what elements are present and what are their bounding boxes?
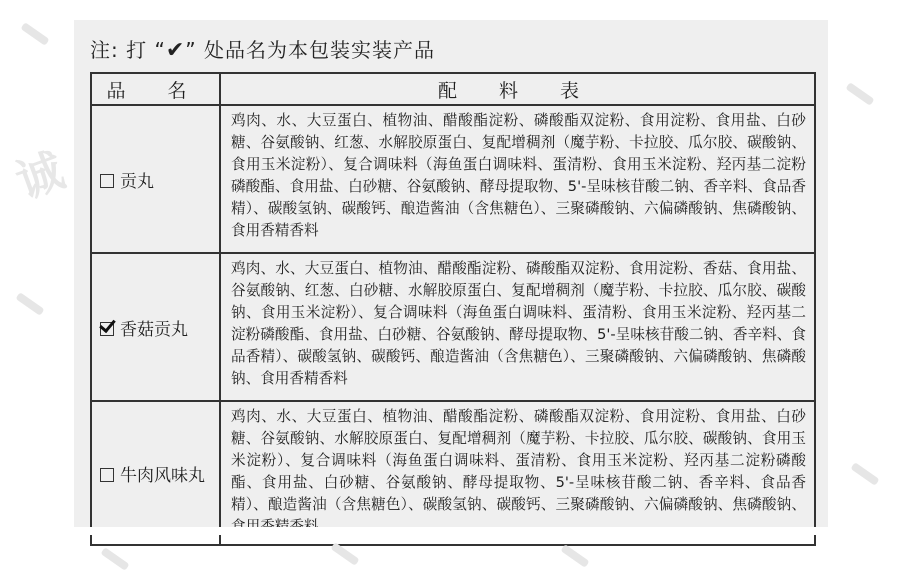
- product-name: 牛肉风味丸: [120, 465, 205, 486]
- table-row: [91, 253, 815, 401]
- product-name-cell: [91, 401, 220, 545]
- checkbox-icon: [100, 174, 114, 188]
- photo-bottom-edge: [74, 527, 828, 535]
- watermark-dash: [845, 82, 874, 106]
- ingredient-table: [90, 72, 816, 546]
- table-row: [91, 401, 815, 545]
- product-name-cell: [91, 105, 220, 253]
- product-note: [90, 34, 435, 63]
- watermark-dash: [850, 462, 879, 486]
- watermark-text: 诚: [9, 142, 71, 210]
- ingredient-label-photo: [9, 20, 828, 535]
- ingredients-cell: 鸡肉、水、大豆蛋白、植物油、醋酸酯淀粉、磷酸酯双淀粉、食用淀粉、食用盐、白砂糖、谷氨酸钠、红葱、水解胶原蛋白、复配增稠剂（魔芋粉、卡拉胶、瓜尔胶、碳酸钠、食用玉米淀粉）、复合调味料（海鱼蛋白调味料、蛋清粉、食用玉米淀粉、羟丙基二淀粉磷酸酯、食用盐、白砂糖、谷氨酸钠、酵母提取物、5'-呈味核苷酸二钠、香辛料、食品香精）、碳酸氢钠、碳酸钙、酿造酱油（含焦糖色）、三聚磷酸钠、六偏磷酸钠、焦磷酸钠、食用香精香料: [220, 105, 815, 253]
- check-mark-icon: ✔: [165, 38, 186, 63]
- checkbox-icon: [100, 468, 114, 482]
- table-row: [91, 105, 815, 253]
- checked-checkbox-icon: [100, 322, 114, 336]
- watermark-dash: [560, 544, 589, 568]
- header-ingredients: 配 料 表: [220, 73, 815, 105]
- note-prefix: 注: 打 “: [90, 38, 166, 62]
- ingredients-cell: 鸡肉、水、大豆蛋白、植物油、醋酸酯淀粉、磷酸酯双淀粉、食用淀粉、香菇、食用盐、谷氨酸钠、红葱、白砂糖、水解胶原蛋白、复配增稠剂（魔芋粉、卡拉胶、瓜尔胶、碳酸钠、食用玉米淀粉）、复合调味料（海鱼蛋白调味料、蛋清粉、食用玉米淀粉、羟丙基二淀粉磷酸酯、食用盐、白砂糖、谷氨酸钠、酵母提取物、5'-呈味核苷酸二钠、香辛料、食品香精）、碳酸氢钠、碳酸钙、酿造酱油（含焦糖色）、三聚磷酸钠、六偏磷酸钠、焦磷酸钠、食用香精香料: [220, 253, 815, 401]
- watermark-dash: [100, 547, 129, 571]
- product-name-cell: [91, 253, 220, 401]
- watermark-dash: [15, 292, 44, 316]
- product-name: 贡丸: [120, 171, 154, 192]
- product-name: 香菇贡丸: [120, 319, 188, 340]
- table-header-row: [91, 73, 815, 105]
- note-suffix: ” 处品名为本包装实装产品: [185, 38, 435, 62]
- ingredients-cell: 鸡肉、水、大豆蛋白、植物油、醋酸酯淀粉、磷酸酯双淀粉、食用淀粉、食用盐、白砂糖、谷氨酸钠、水解胶原蛋白、复配增稠剂（魔芋粉、卡拉胶、瓜尔胶、碳酸钠、食用玉米淀粉）、复合调味料（海鱼蛋白调味料、蛋清粉、食用玉米淀粉、羟丙基二淀粉磷酸酯、食用盐、白砂糖、谷氨酸钠、酵母提取物、5'-呈味核苷酸二钠、香辛料、食品香精）、酿造酱油（含焦糖色）、碳酸氢钠、碳酸钙、三聚磷酸钠、六偏磷酸钠、焦磷酸钠、: [220, 401, 815, 545]
- header-product-name: 品 名: [91, 73, 220, 105]
- watermark-dash: [20, 22, 49, 46]
